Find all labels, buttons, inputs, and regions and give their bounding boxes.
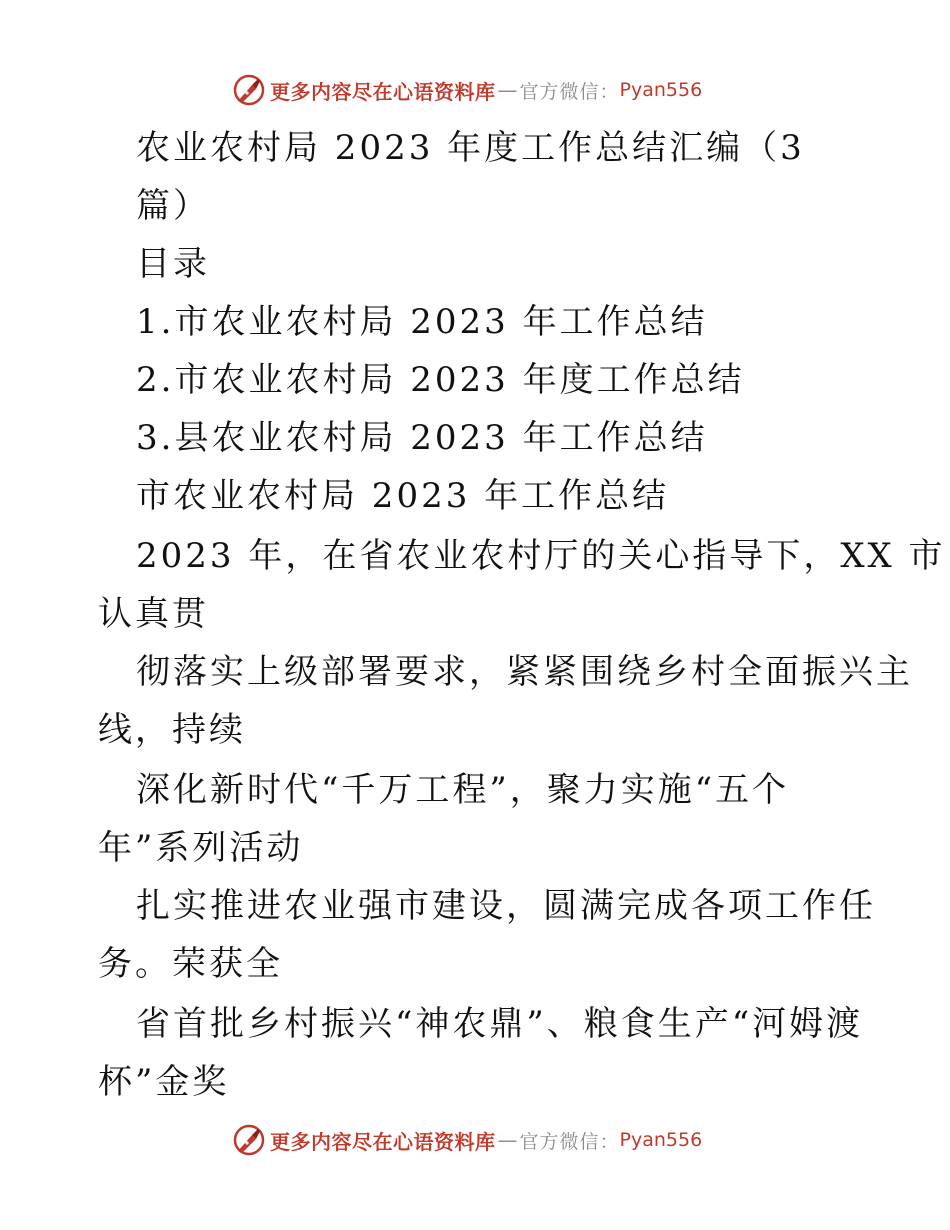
watermark-wechat-id: Pyan556 bbox=[619, 1129, 703, 1151]
document-title-line-2: 篇） bbox=[136, 186, 210, 226]
paragraph-line: 2023 年，在省农业农村厅的关心指导下，XX 市 bbox=[136, 536, 946, 576]
paragraph-line: 扎实推进农业强市建设，圆满完成各项工作任 bbox=[136, 886, 876, 926]
paragraph-line: 务。荣获全 bbox=[98, 944, 283, 984]
paragraph-line: 认真贯 bbox=[98, 594, 209, 634]
pen-nib-circle-icon bbox=[232, 73, 266, 107]
toc-item-2: 2.市农业农村局 2023 年度工作总结 bbox=[136, 360, 745, 400]
watermark-sub-text: 官方微信： bbox=[519, 1130, 620, 1153]
toc-item-1: 1.市农业农村局 2023 年工作总结 bbox=[136, 302, 708, 342]
header-watermark bbox=[232, 72, 702, 108]
watermark-dash: — bbox=[497, 78, 518, 102]
paragraph-line: 深化新时代“千万工程”，聚力实施“五个 bbox=[136, 770, 790, 810]
watermark-wechat-id: Pyan556 bbox=[619, 79, 703, 101]
footer-watermark bbox=[232, 1122, 702, 1158]
watermark-sub-text: 官方微信： bbox=[519, 80, 620, 103]
document-title-line-1: 农业农村局 2023 年度工作总结汇编（3 bbox=[136, 128, 805, 168]
pen-nib-circle-icon bbox=[232, 1123, 266, 1157]
paragraph-line: 省首批乡村振兴“神农鼎”、粮食生产“河姆渡 bbox=[136, 1004, 864, 1044]
section-title: 市农业农村局 2023 年工作总结 bbox=[136, 476, 670, 516]
watermark-main-text: 更多内容尽在心语资料库 bbox=[270, 1129, 496, 1154]
paragraph-line: 年”系列活动 bbox=[98, 828, 304, 868]
toc-heading: 目录 bbox=[136, 244, 210, 284]
watermark-dash: — bbox=[497, 1128, 518, 1152]
paragraph-line: 彻落实上级部署要求，紧紧围绕乡村全面振兴主 bbox=[136, 652, 913, 692]
paragraph-line: 杯”金奖 bbox=[98, 1062, 230, 1102]
paragraph-line: 线，持续 bbox=[98, 710, 246, 750]
toc-item-3: 3.县农业农村局 2023 年工作总结 bbox=[136, 418, 708, 458]
watermark-main-text: 更多内容尽在心语资料库 bbox=[270, 79, 496, 104]
